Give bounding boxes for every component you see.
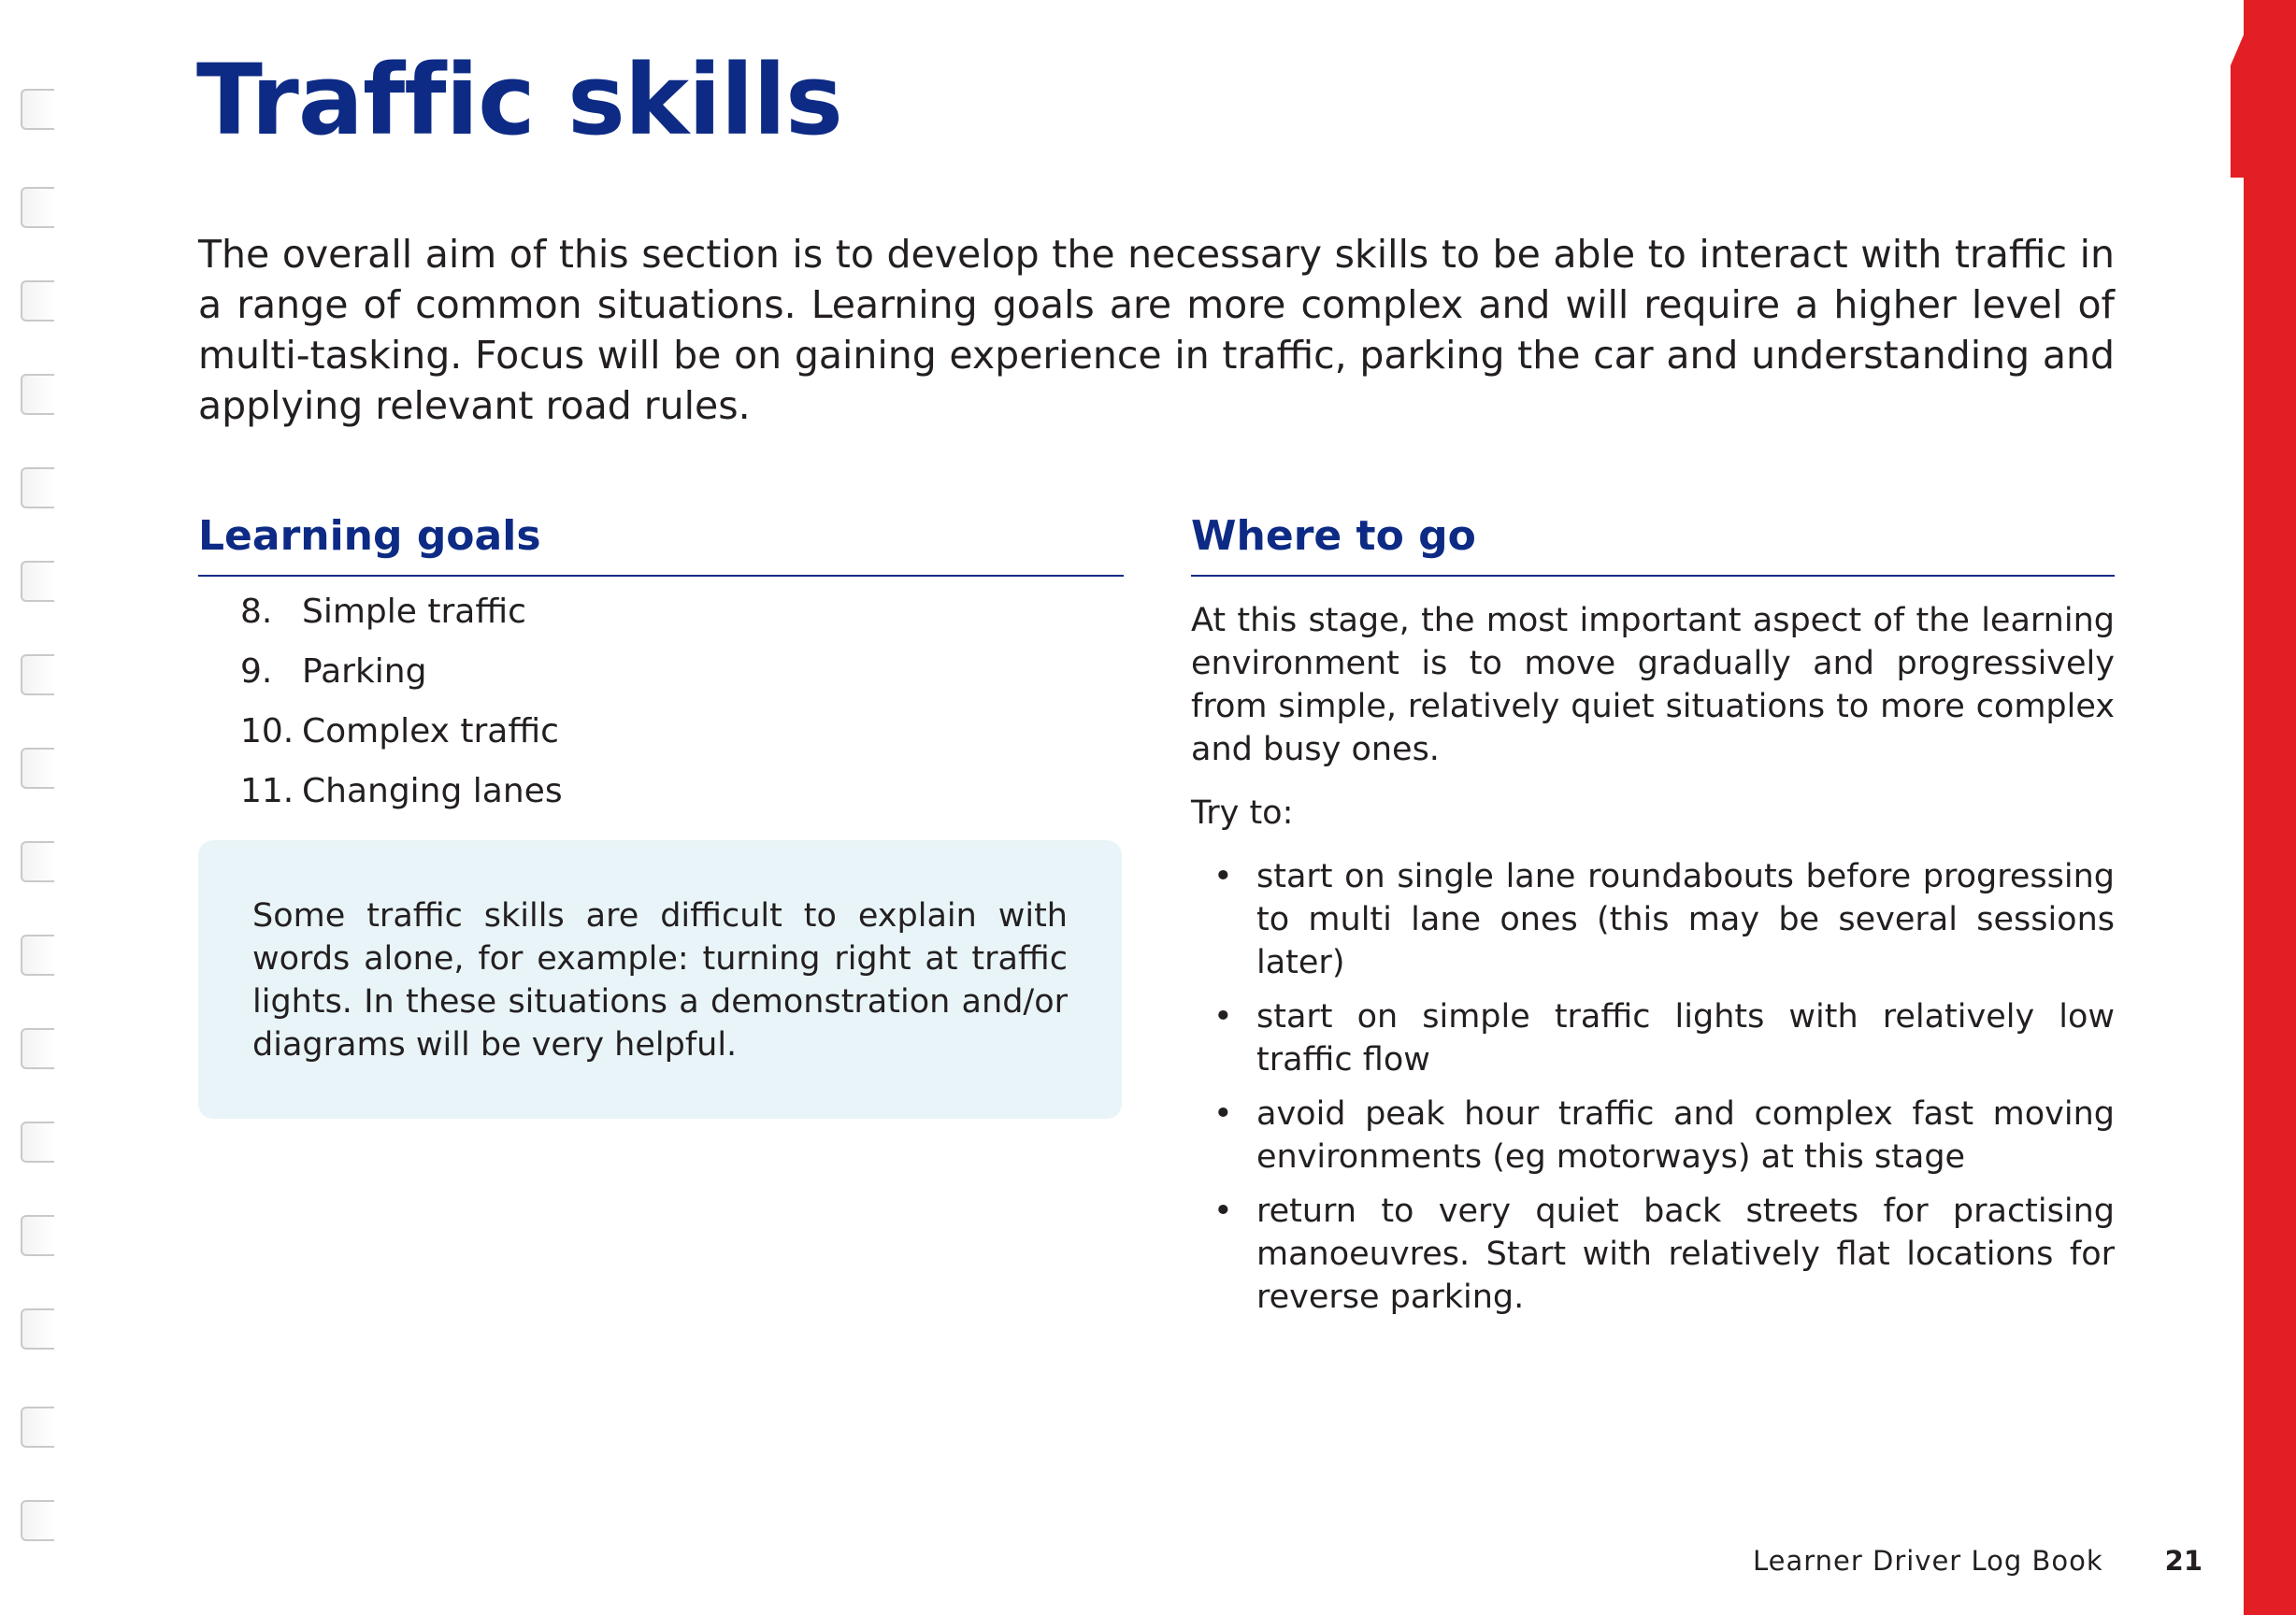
binding-ring	[21, 280, 54, 322]
list-item	[1191, 855, 2115, 984]
try-to-label: Try to:	[1191, 793, 1294, 832]
learning-goals-heading: Learning goals	[198, 512, 1124, 577]
goal-label: Changing lanes	[302, 771, 563, 810]
where-to-go-heading: Where to go	[1191, 512, 2115, 577]
goal-label: Simple traffic	[302, 592, 526, 631]
bullet-text: return to very quiet back streets for practising manoeuvres. Start with relatively flat locations for reverse parking.	[1256, 1192, 2115, 1316]
where-to-go-paragraph: At this stage, the most important aspect of the learning environment is to move gradually and progressively from simple, relatively quiet situations to more complex and busy ones.	[1191, 601, 2115, 768]
bullet-icon: •	[1213, 997, 1233, 1036]
footer-book-title: Learner Driver Log Book	[1752, 1545, 2103, 1577]
tips-bullet-list	[1191, 855, 2115, 1319]
intro-paragraph: The overall aim of this section is to develop the necessary skills to be able to interact with traffic in a range of common situations. Learning goals are more complex and will require a higher level of multi-tasking. Focus will be on gaining experience in traffic, parking the car and understanding and applying relevant road rules.	[198, 232, 2115, 428]
goal-label: Parking	[302, 651, 427, 691]
list-item	[198, 713, 1124, 750]
tip-box	[198, 840, 1122, 1119]
binding-ring	[21, 841, 54, 882]
list-item	[198, 653, 1124, 691]
goal-number: 11.	[240, 771, 294, 810]
page-title: Traffic skills	[196, 43, 842, 157]
binding-ring	[21, 1500, 54, 1541]
spiral-binding	[0, 0, 75, 1615]
binding-ring	[21, 187, 54, 228]
section-tab	[2212, 0, 2296, 1615]
list-item	[198, 773, 1124, 810]
binding-ring	[21, 89, 54, 130]
list-item	[1191, 1190, 2115, 1319]
tip-text: Some traffic skills are difficult to explain with words alone, for example: turning right at traffic lights. In these situations a demonstration and/or diagrams will be very helpful.	[252, 896, 1068, 1064]
binding-ring	[21, 467, 54, 508]
goal-label: Complex traffic	[302, 711, 559, 750]
binding-ring	[21, 1215, 54, 1256]
binding-ring	[21, 1407, 54, 1448]
bullet-icon: •	[1213, 1192, 1233, 1230]
binding-ring	[21, 1028, 54, 1069]
learning-goals-column	[198, 512, 1124, 1119]
binding-ring	[21, 935, 54, 976]
learning-goals-list	[198, 593, 1124, 810]
section-tab-strip	[2244, 0, 2296, 1615]
binding-ring	[21, 1122, 54, 1163]
page-number: 21	[2164, 1545, 2203, 1577]
binding-ring	[21, 374, 54, 415]
binding-ring	[21, 1308, 54, 1350]
goal-number: 9.	[240, 651, 273, 691]
bullet-text: avoid peak hour traffic and complex fast moving environments (eg motorways) at this stage	[1256, 1094, 2115, 1176]
binding-ring	[21, 748, 54, 789]
bullet-text: start on simple traffic lights with relatively low traffic flow	[1256, 997, 2115, 1079]
list-item	[1191, 995, 2115, 1081]
page-footer	[1753, 1545, 2203, 1577]
goal-number: 8.	[240, 592, 273, 631]
binding-ring	[21, 561, 54, 602]
list-item	[1191, 1093, 2115, 1179]
binding-ring	[21, 654, 54, 695]
where-to-go-column	[1191, 512, 2115, 1330]
bullet-icon: •	[1213, 1094, 1233, 1133]
bullet-icon: •	[1213, 857, 1233, 895]
goal-number: 10.	[240, 711, 294, 750]
bullet-text: start on single lane roundabouts before progressing to multi lane ones (this may be several sessions later)	[1256, 857, 2115, 981]
list-item	[198, 593, 1124, 631]
